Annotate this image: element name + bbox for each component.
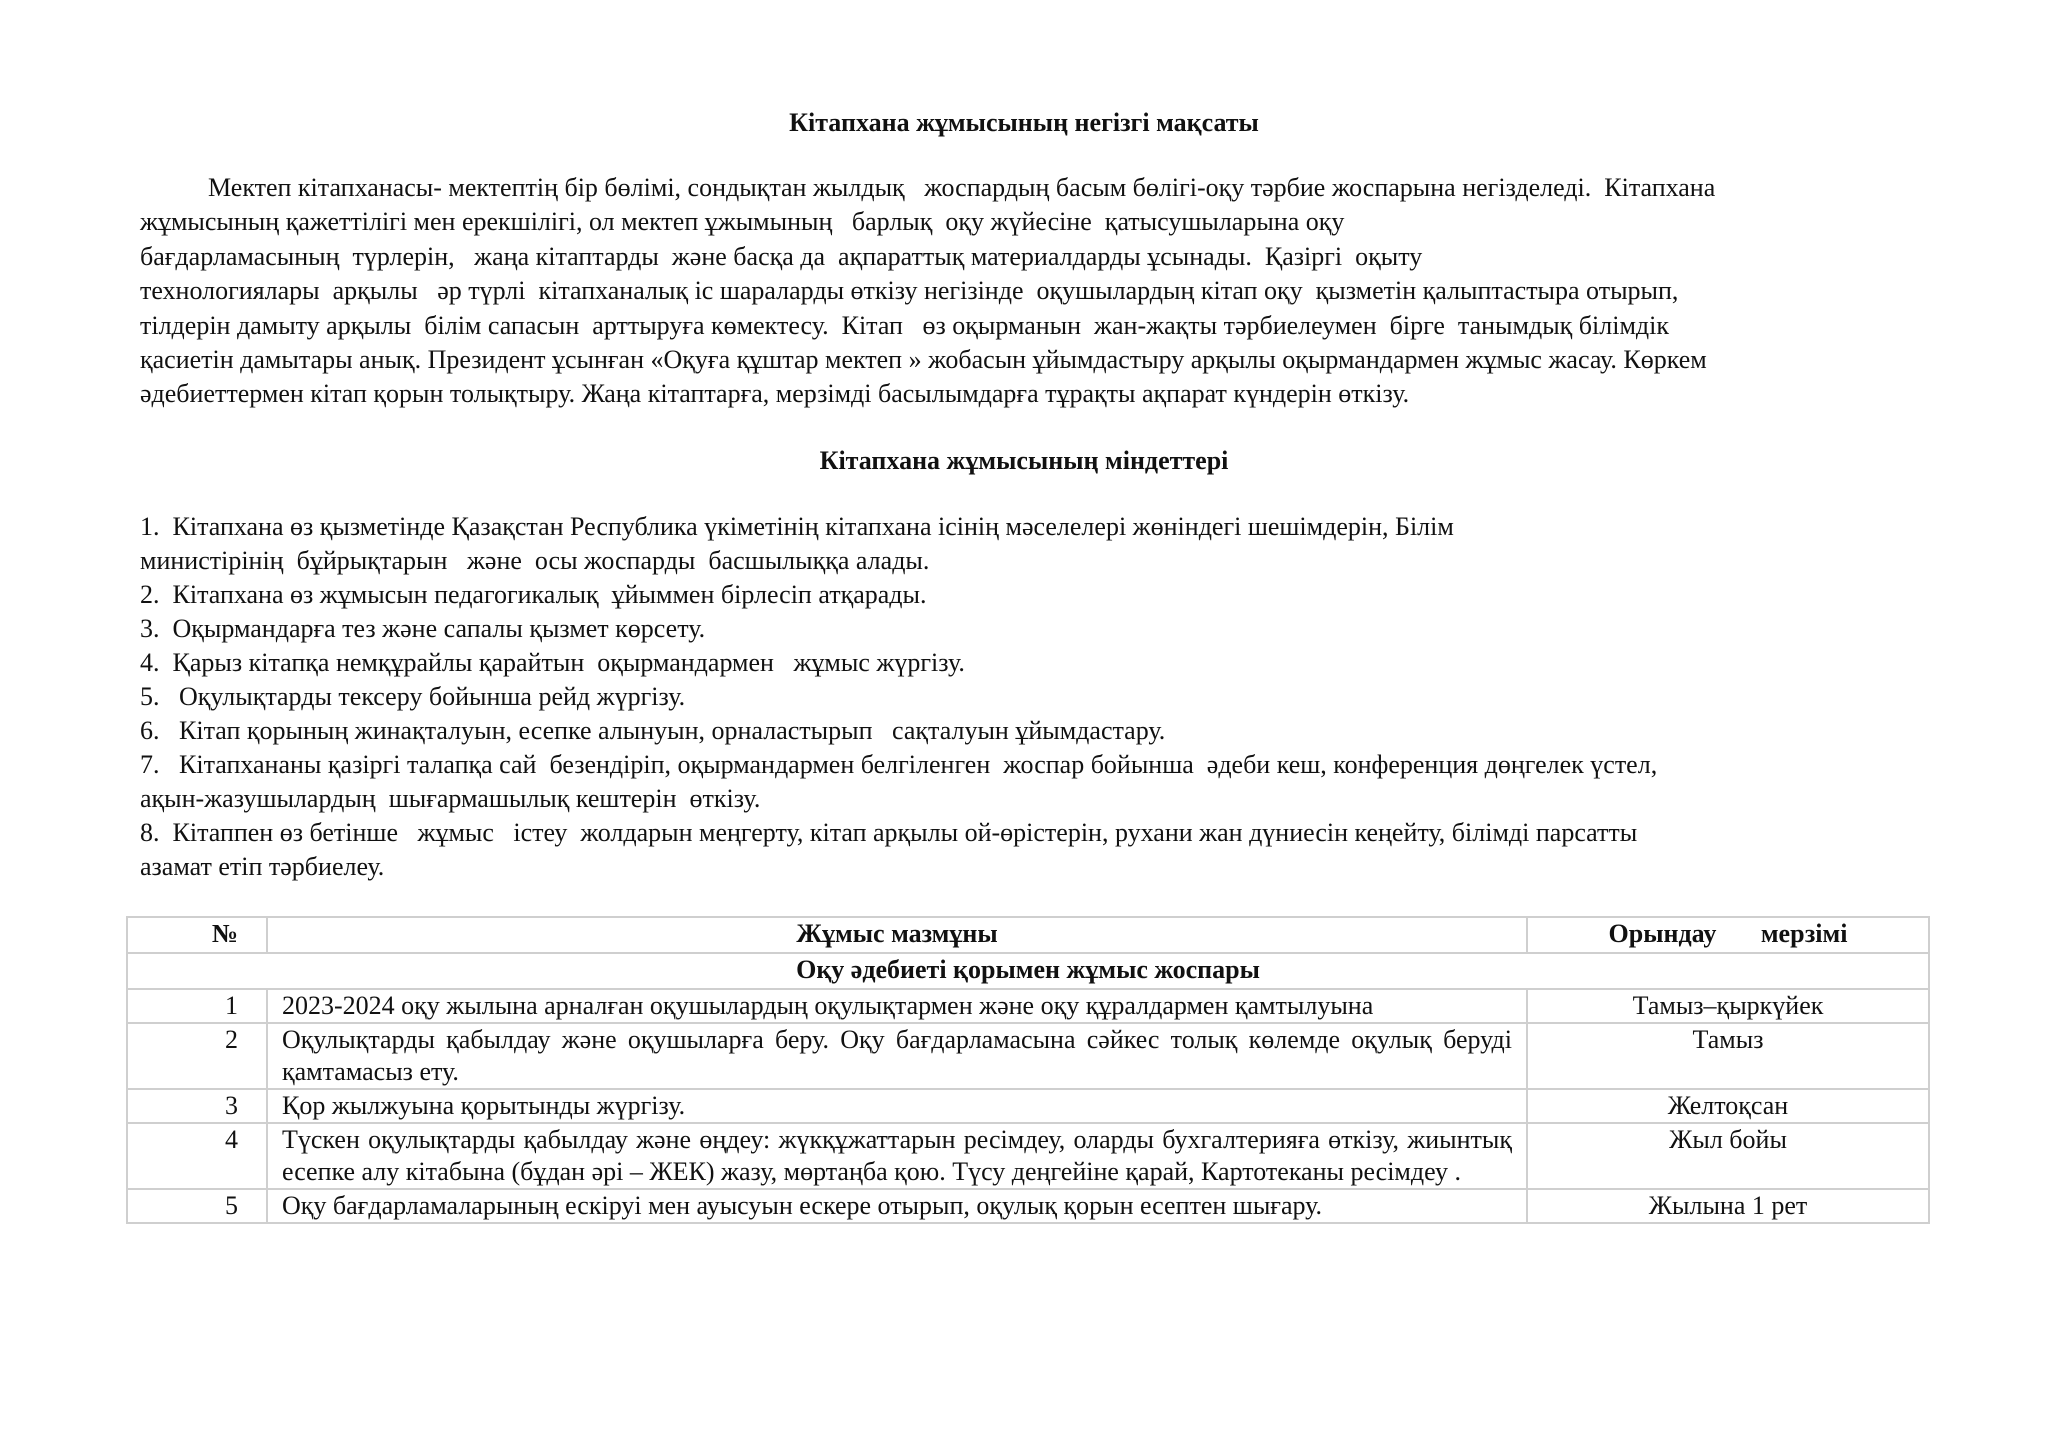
table-row bbox=[127, 1123, 1929, 1189]
row-term: Жылына 1 рет bbox=[1527, 1189, 1929, 1223]
section-title: Оқу әдебиеті қорымен жұмыс жоспары bbox=[127, 953, 1929, 989]
intro-line: жұмысының қажеттілігі мен ерекшілігі, ол мектеп ұжымының барлық оқу жүйесіне қатысушыларына оқу bbox=[140, 207, 1345, 237]
task-line: ақын-жазушылардың шығармашылық кештерін өткізу. bbox=[140, 784, 761, 813]
row-num: 3 bbox=[127, 1089, 267, 1123]
header-term: Орындау мерзімі bbox=[1527, 917, 1929, 953]
intro-line: тілдерін дамыту арқылы білім сапасын арттыруға көмектесу. Кітап өз оқырманын жан-жақты тәрбиелеумен бірге танымдық білімдік bbox=[140, 310, 1669, 340]
task-line: 1. Кітапхана өз қызметінде Қазақстан Республика үкіметінің кітапхана ісінің мәселелері жөніндегі шешімдерін, Білім bbox=[140, 512, 1454, 541]
task-line: 4. Қарыз кітапқа немқұрайлы қарайтын оқырмандармен жұмыс жүргізу. bbox=[140, 648, 965, 677]
intro-line: қасиетін дамытары анық. Президент ұсынған «Оқуға құштар мектеп » жобасын ұйымдастыру арқылы оқырмандармен жұмыс жасау. Көркем bbox=[140, 344, 1707, 374]
work-plan-table bbox=[126, 916, 1930, 1224]
table-header-row bbox=[127, 917, 1929, 953]
intro-line: технологиялары арқылы әр түрлі кітапханалық іс шараларды өткізу негізінде оқушылардың кітап оқу қызметін қалыптастыра отырып, bbox=[140, 276, 1679, 306]
row-num: 5 bbox=[127, 1189, 267, 1223]
task-line: 7. Кітапхананы қазіргі талапқа сай безендіріп, оқырмандармен белгіленген жоспар бойынша әдеби кеш, конференция дөңгелек үстел, bbox=[140, 750, 1658, 779]
task-line: 3. Оқырмандарға тез және сапалы қызмет көрсету. bbox=[140, 614, 706, 643]
tasks-list bbox=[140, 510, 1920, 884]
heading-goal: Кітапхана жұмысының негізгі мақсаты bbox=[789, 108, 1259, 137]
header-num: № bbox=[127, 917, 267, 953]
task-line: 2. Кітапхана өз жұмысын педагогикалық ұйыммен бірлесіп атқарады. bbox=[140, 580, 927, 609]
table-row bbox=[127, 1023, 1929, 1089]
task-line: азамат етіп тәрбиелеу. bbox=[140, 852, 385, 881]
row-term: Жыл бойы bbox=[1527, 1123, 1929, 1189]
heading-tasks: Кітапхана жұмысының міндеттері bbox=[819, 446, 1229, 475]
intro-line: бағдарламасының түрлерін, жаңа кітаптарды және басқа да ақпараттық материалдарды ұсынады. Қазіргі оқыту bbox=[140, 241, 1423, 271]
task-line: 6. Кітап қорының жинақталуын, есепке алынуын, орналастырып сақталуын ұйымдастару. bbox=[140, 716, 1166, 745]
table-row bbox=[127, 1089, 1929, 1123]
table-row bbox=[127, 1189, 1929, 1223]
row-work: Оқу бағдарламаларының ескіруі мен ауысуын ескере отырып, оқулық қорын есептен шығару. bbox=[267, 1189, 1527, 1223]
row-work: Қор жылжуына қорытынды жүргізу. bbox=[267, 1089, 1527, 1123]
row-work: Түскен оқулықтарды қабылдау және өңдеу: жүкқұжаттарын ресімдеу, оларды бухгалтерияға өткізу, жиынтық есепке алу кітабына (бұдан әрі – ЖЕК) жазу, мөртаңба қою. Түсу деңгейіне қарай, Картотеканы ресімдеу . bbox=[267, 1123, 1527, 1189]
row-num: 2 bbox=[127, 1023, 267, 1089]
task-line: министірінің бұйрықтарын және осы жоспарды басшылыққа алады. bbox=[140, 546, 930, 575]
header-work: Жұмыс мазмұны bbox=[267, 917, 1527, 953]
row-term: Желтоқсан bbox=[1527, 1089, 1929, 1123]
table-section-row bbox=[127, 953, 1929, 989]
row-work: 2023-2024 оқу жылына арналған оқушылардың оқулықтармен және оқу құралдармен қамтылуына bbox=[267, 989, 1527, 1023]
row-term: Тамыз bbox=[1527, 1023, 1929, 1089]
row-num: 1 bbox=[127, 989, 267, 1023]
intro-paragraph bbox=[140, 171, 1920, 412]
task-line: 8. Кітаппен өз бетінше жұмыс істеу жолдарын меңгерту, кітап арқылы ой-өрістерін, рухани жан дүниесін кеңейту, білімді парсатты bbox=[140, 818, 1638, 847]
table-row bbox=[127, 989, 1929, 1023]
intro-line: Мектеп кітапханасы- мектептің бір бөлімі, сондықтан жылдық жоспардың басым бөлігі-оқу тәрбие жоспарына негізделеді. Кітапхана bbox=[208, 173, 1716, 202]
row-term: Тамыз–қыркүйек bbox=[1527, 989, 1929, 1023]
row-num: 4 bbox=[127, 1123, 267, 1189]
intro-line: әдебиеттермен кітап қорын толықтыру. Жаңа кітаптарға, мерзімді басылымдарға тұрақты ақпарат күндерін өткізу. bbox=[140, 379, 1410, 409]
task-line: 5. Оқулықтарды тексеру бойынша рейд жүргізу. bbox=[140, 682, 686, 711]
row-work: Оқулықтарды қабылдау және оқушыларға беру. Оқу бағдарламасына сәйкес толық көлемде оқулық беруді қамтамасыз ету. bbox=[267, 1023, 1527, 1089]
